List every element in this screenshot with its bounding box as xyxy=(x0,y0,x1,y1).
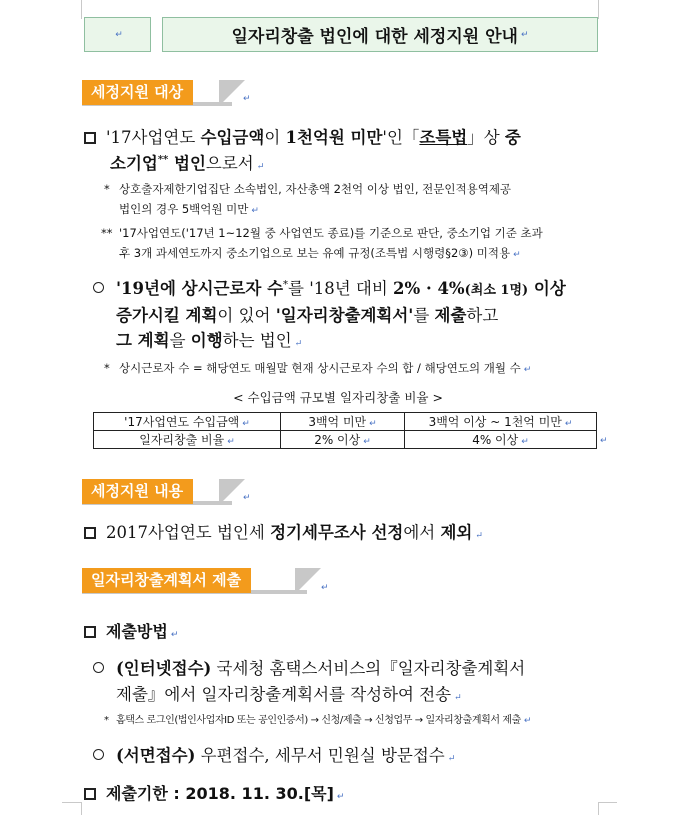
online-line2: 제출』에서 일자리창출계획서를 작성하여 전송 ↵ xyxy=(116,681,462,705)
target-item-line1: '17사업연도 수입금액이 1천억원 미만'인「조특법」상 중 xyxy=(84,124,521,148)
table-cell: 2% 이상 ↵ xyxy=(281,431,405,449)
footnote-2-cont: 후 3개 과세연도까지 중소기업으로 보는 유예 규정(조특법 시행령§2③) 미적용 ↵ xyxy=(119,245,521,261)
square-bullet-icon xyxy=(84,132,96,144)
header-title-box xyxy=(162,17,598,52)
page-guide-bottom-left xyxy=(62,802,81,803)
table-row xyxy=(94,431,597,449)
paragraph-mark-icon xyxy=(524,716,531,726)
table-cell: 4% 이상 ↵ xyxy=(405,431,597,449)
paragraph-mark-icon xyxy=(295,339,303,349)
page-guide-bottom-right xyxy=(598,802,617,803)
table-header-cell: '17사업연도 수입금액 ↵ xyxy=(94,413,281,431)
page-guide-bottom-right-v xyxy=(598,802,599,815)
square-bullet-icon xyxy=(84,527,96,539)
footnote-1-cont: 법인의 경우 5백억원 미만 ↵ xyxy=(119,201,259,217)
section-label-text: 세정지원 대상 xyxy=(82,80,193,105)
table-row xyxy=(94,413,597,431)
paragraph-mark-icon xyxy=(600,436,608,446)
paragraph-mark-icon xyxy=(513,250,521,260)
header-left-box xyxy=(84,17,151,52)
page-guide-bottom-left-v xyxy=(81,802,82,815)
table-header-cell: 3백억 이상 ~ 1천억 미만 ↵ xyxy=(405,413,597,431)
footnote-2: ** '17사업연도('17년 1~12월 중 사업연도 종료)를 기준으로 판단, 중소기업 기준 초과 xyxy=(101,226,543,240)
section-label-plan-submission xyxy=(82,568,332,595)
paper-line: (서면접수) 우편접수, 세무서 민원실 방문접수 ↵ xyxy=(93,742,455,766)
circle-bullet-icon xyxy=(93,282,104,293)
paragraph-mark-icon xyxy=(243,493,251,503)
section-label-text: 일자리창출계획서 제출 xyxy=(82,568,251,593)
circle-bullet-icon xyxy=(93,662,104,673)
table-caption: < 수입금액 규모별 일자리창출 비율 > xyxy=(233,390,443,405)
section-label-text: 세정지원 내용 xyxy=(82,479,193,504)
paragraph-mark-icon xyxy=(321,583,329,593)
paragraph-mark-icon xyxy=(475,531,483,541)
footnote-3: * 상시근로자 수 = 해당연도 매월말 현재 상시근로자 수의 합 / 해당연도의 개월 수 ↵ xyxy=(104,360,531,376)
circle-bullet-icon xyxy=(93,749,104,760)
section-label-support-content xyxy=(82,479,252,506)
paragraph-mark-icon xyxy=(171,630,179,640)
square-bullet-icon xyxy=(84,788,96,800)
paragraph-mark-icon xyxy=(521,30,529,40)
page-title: 일자리창출 법인에 대한 세정지원 안내 xyxy=(231,27,518,47)
content-item: 2017사업연도 법인세 정기세무조사 선정에서 제외 ↵ xyxy=(84,519,483,543)
online-line1: (인터넷접수) 국세청 홈택스서비스의『일자리창출계획서 xyxy=(93,655,525,679)
deadline-line: 제출기한 : 2018. 11. 30.[목] ↵ xyxy=(84,781,344,804)
online-footnote: * 홈택스 로그인(법인사업자ID 또는 공인인증서) → 신청/제출 → 신청업무 → 일자리창출계획서 제출 ↵ xyxy=(104,711,531,726)
page-guide-right xyxy=(598,0,599,19)
table-header-cell: 3백억 미만 ↵ xyxy=(281,413,405,431)
table-cell: 일자리창출 비율 ↵ xyxy=(94,431,281,449)
paragraph-mark-icon xyxy=(115,30,123,40)
paragraph-mark-icon xyxy=(448,754,456,764)
paragraph-mark-icon xyxy=(243,94,251,104)
ratio-table xyxy=(93,412,597,449)
square-bullet-icon xyxy=(84,626,96,638)
paragraph-mark-icon xyxy=(454,693,462,703)
sub-item-line1: '19년에 상시근로자 수*를 '18년 대비 2% · 4%(최소 1명) 이상 xyxy=(93,275,566,299)
sub-item-line2: 증가시킬 계획이 있어 '일자리창출계획서'를 제출하고 xyxy=(116,306,499,325)
paragraph-mark-icon xyxy=(524,365,532,375)
page-guide-left xyxy=(81,0,82,19)
target-item-line2: 소기업** 법인으로서 ↵ xyxy=(110,150,264,174)
sub-item-line3: 그 계획을 이행하는 법인 ↵ xyxy=(116,327,302,351)
footnote-1: * 상호출자제한기업집단 소속법인, 자산총액 2천억 이상 법인, 전문인적용역제공 xyxy=(104,182,512,196)
paragraph-mark-icon xyxy=(337,792,345,802)
method-title: 제출방법 ↵ xyxy=(84,619,178,642)
paragraph-mark-icon xyxy=(251,206,259,216)
paragraph-mark-icon xyxy=(257,162,265,172)
section-label-support-target xyxy=(82,80,252,107)
